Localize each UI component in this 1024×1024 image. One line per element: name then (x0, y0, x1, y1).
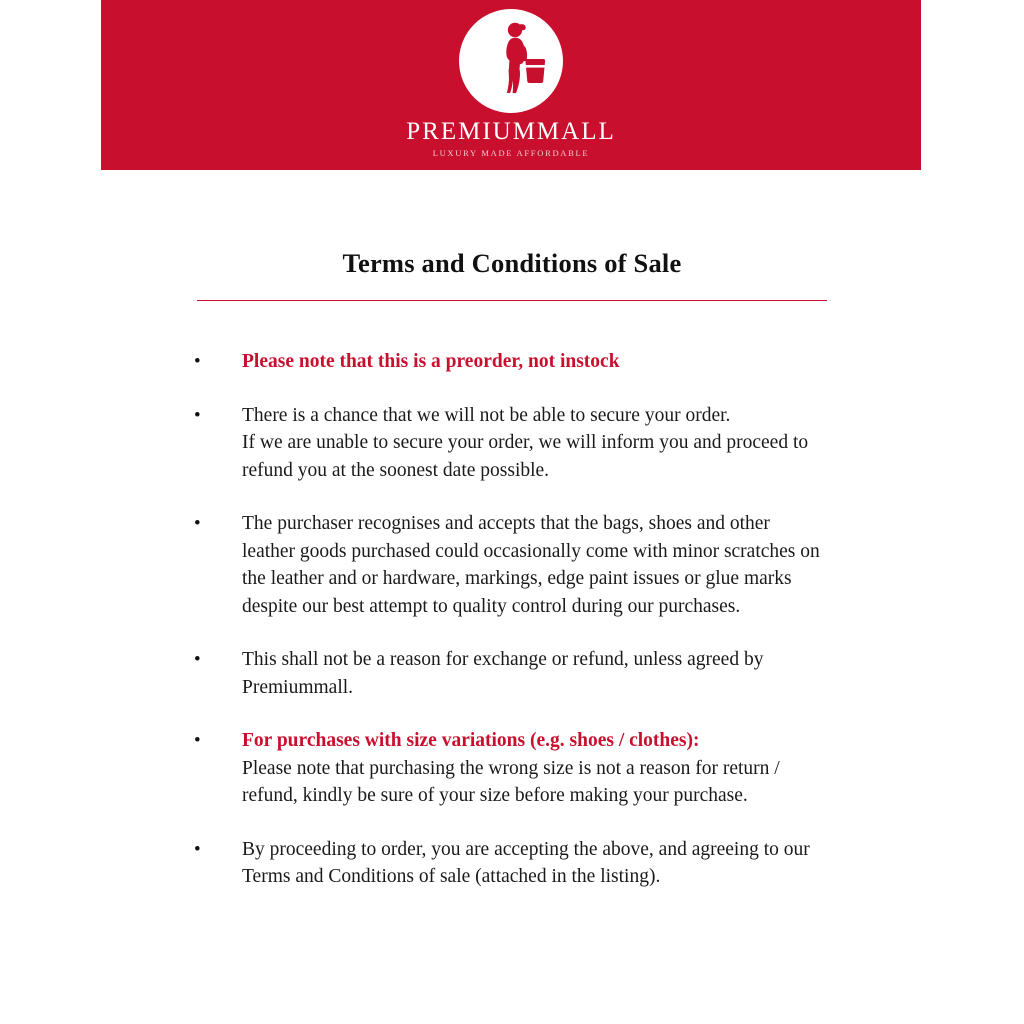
bullet-marker: • (194, 649, 201, 670)
bullet-marker: • (194, 838, 201, 860)
list-item-line: This shall not be a reason for exchange or refund, unless agreed by (242, 649, 764, 670)
list-item (190, 348, 850, 376)
list-item-line: refund, kindly be sure of your size before making your purchase. (242, 785, 748, 806)
list-item-text (242, 510, 850, 620)
brand-name: PREMIUMMALL (406, 117, 616, 145)
list-item-text (242, 836, 850, 891)
list-item-line: Premiummall. (242, 676, 354, 698)
list-item-line: By proceeding to order, you are accepting the above, and agreeing to our (242, 838, 810, 860)
bullet-marker: • (194, 730, 201, 751)
list-item-line: despite our best attempt to quality control during our purchases. (242, 595, 741, 617)
page-title: Terms and Conditions of Sale (342, 248, 682, 278)
list-item (190, 836, 850, 891)
brand-logo-block (406, 9, 616, 158)
list-item-text (242, 402, 850, 485)
woman-with-handbag-icon (463, 13, 559, 109)
list-item-line: the leather and or hardware, markings, edge paint issues or glue marks (242, 568, 792, 589)
list-item-line: If we are unable to secure your order, we will inform you and proceed to (242, 432, 809, 453)
list-item-line: leather goods purchased could occasionally come with minor scratches on (242, 540, 820, 562)
list-item-heading: For purchases with size variations (e.g. shoes / clothes): (242, 730, 700, 751)
list-item-text (242, 727, 850, 810)
list-item-text (242, 348, 850, 376)
header-banner (101, 0, 921, 170)
list-item (190, 646, 850, 701)
bullet-marker: • (194, 404, 201, 426)
list-item-line: Terms and Conditions of sale (attached in the listing). (242, 866, 661, 887)
title-divider (197, 300, 827, 301)
list-item (190, 402, 850, 485)
list-item-line: Please note that purchasing the wrong size is not a reason for return / (242, 757, 780, 779)
list-item-text (242, 646, 850, 701)
brand-tagline: LUXURY MADE AFFORDABLE (432, 147, 590, 158)
bullet-marker: • (194, 351, 201, 372)
list-item-line: Please note that this is a preorder, not instock (242, 351, 620, 372)
list-item-line: The purchaser recognises and accepts that the bags, shoes and other (242, 513, 770, 534)
bullet-marker: • (194, 513, 201, 534)
list-item (190, 510, 850, 620)
list-item-line: refund you at the soonest date possible. (242, 459, 550, 481)
logo-circle (459, 9, 563, 113)
list-item (190, 727, 850, 810)
terms-list (190, 348, 850, 917)
list-item-line: There is a chance that we will not be able to secure your order. (242, 404, 731, 426)
